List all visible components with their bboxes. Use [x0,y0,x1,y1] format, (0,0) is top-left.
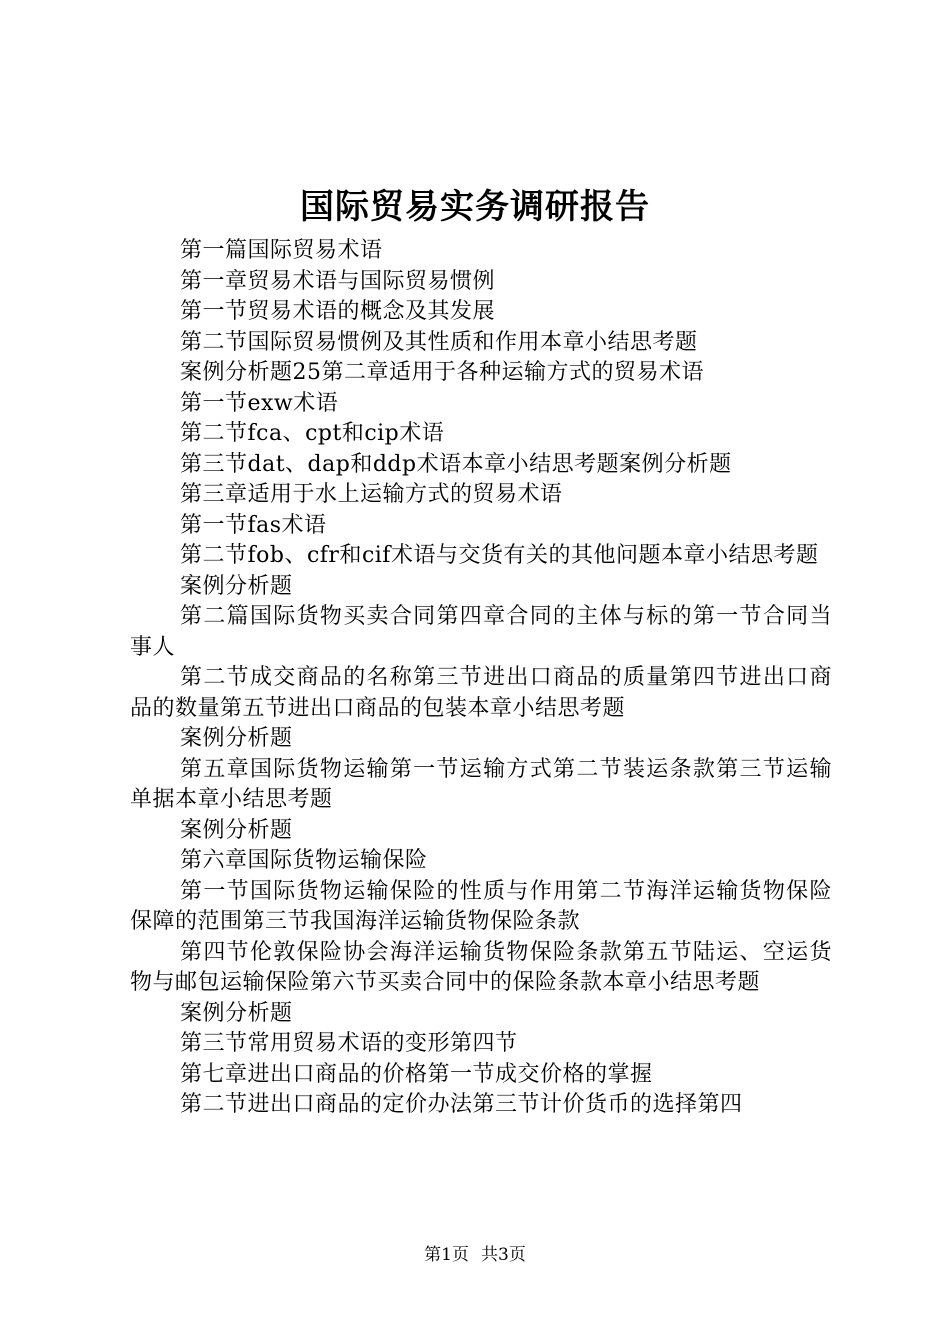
paragraph: 第三节常用贸易术语的变形第四节 [180,1031,518,1056]
page-total: 共3页 [481,1245,526,1265]
paragraph: 第二节fca、cpt和cip术语 [180,421,445,446]
paragraph: 案例分析题 [180,817,293,843]
document-body [130,236,832,1121]
paragraph: 第一节国际货物运输保险的性质与作用第二节海洋运输货物保险保障的范围第三节我国海洋运输货物保险条款 [130,878,832,934]
paragraph: 第一章贸易术语与国际贸易惯例 [180,268,496,294]
page-number: 第1页 [424,1245,469,1265]
page-footer [0,1243,950,1267]
paragraph: 第一节fas术语 [180,512,327,538]
paragraph: 第一节贸易术语的概念及其发展 [180,299,496,324]
paragraph: 第一节exw术语 [180,390,339,416]
document-title: 国际贸易实务调研报告 [300,187,650,227]
paragraph: 案例分析题 [180,1000,293,1026]
paragraph: 第二篇国际货物买卖合同第四章合同的主体与标的第一节合同当事人 [130,604,832,660]
paragraph: 第三节dat、dap和ddp术语本章小结思考题案例分析题 [180,451,732,477]
paragraph: 第二节fob、cfr和cif术语与交货有关的其他问题本章小结思考题 [180,543,819,568]
paragraph: 第六章国际货物运输保险 [180,848,428,873]
paragraph: 第二节国际贸易惯例及其性质和作用本章小结思考题 [180,329,698,355]
paragraph: 第七章进出口商品的价格第一节成交价格的掌握 [180,1061,653,1087]
paragraph: 案例分析题 [180,726,293,751]
paragraph: 第五章国际货物运输第一节运输方式第二节装运条款第三节运输单据本章小结思考题 [130,756,832,812]
paragraph: 第一篇国际贸易术语 [180,238,383,263]
paragraph: 第四节伦敦保险协会海洋运输货物保险条款第五节陆运、空运货物与邮包运输保险第六节买卖合同中的保险条款本章小结思考题 [130,939,832,995]
paragraph: 第二节进出口商品的定价办法第三节计价货币的选择第四 [180,1092,743,1117]
paragraph: 第二节成交商品的名称第三节进出口商品的质量第四节进出口商品的数量第五节进出口商品的包装本章小结思考题 [130,665,832,721]
paragraph: 案例分析题25第二章适用于各种运输方式的贸易术语 [180,360,704,385]
paragraph: 案例分析题 [180,573,293,599]
paragraph: 第三章适用于水上运输方式的贸易术语 [180,482,563,507]
